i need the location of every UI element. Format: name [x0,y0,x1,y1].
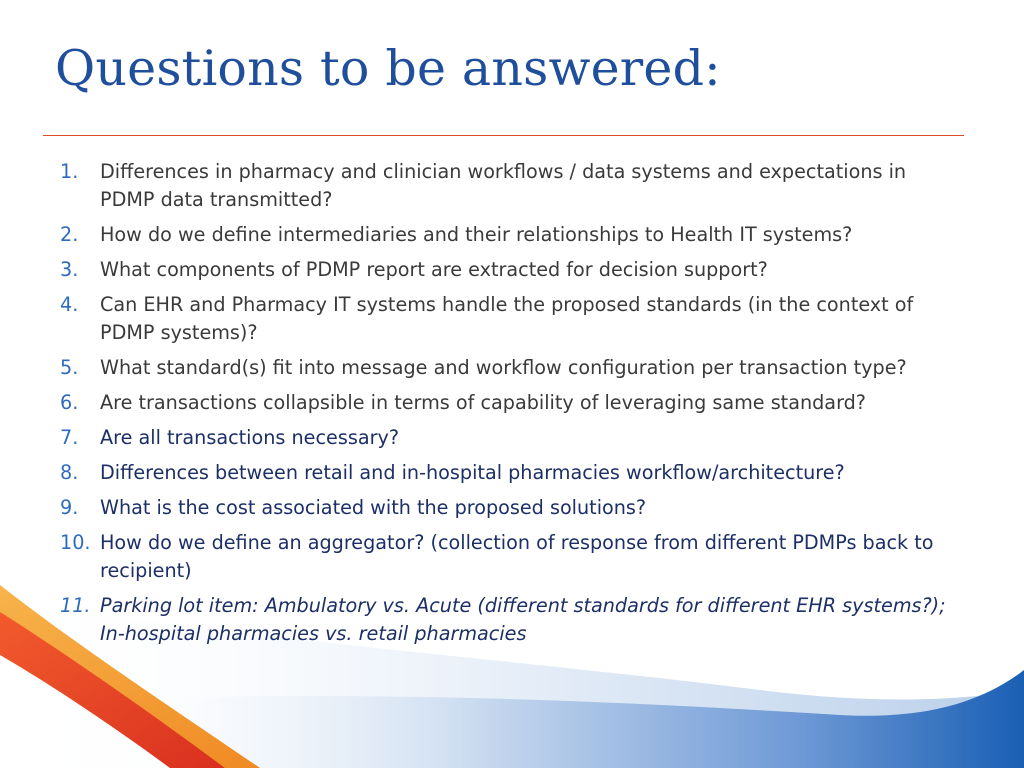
list-item [60,529,960,585]
questions-list [60,158,960,655]
list-number: 3. [60,258,79,281]
list-text: Are transactions collapsible in terms of capability of leveraging same standard? [100,391,866,414]
list-text: How do we define intermediaries and their relationships to Health IT systems? [100,223,853,246]
list-text: Parking lot item: Ambulatory vs. Acute (different standards for different EHR systems?); In-hospital pharmacies vs. retail pharmacies [100,594,946,645]
list-text: Differences in pharmacy and clinician workflows / data systems and expectations in PDMP data transmitted? [100,160,907,211]
list-text: Differences between retail and in-hospital pharmacies workflow/architecture? [100,461,845,484]
list-item [60,158,960,214]
title-divider [43,135,964,136]
list-text: Can EHR and Pharmacy IT systems handle the proposed standards (in the context of PDMP systems)? [100,293,914,344]
list-item [60,459,960,487]
list-number: 2. [60,223,79,246]
list-text: What standard(s) fit into message and workflow configuration per transaction type? [100,356,907,379]
list-item [60,354,960,382]
list-number: 5. [60,356,79,379]
list-number: 10. [60,531,91,554]
slide-title: Questions to be answered: [55,40,721,97]
list-number: 7. [60,426,79,449]
list-item [60,221,960,249]
list-item [60,291,960,347]
list-item [60,256,960,284]
list-text: Are all transactions necessary? [100,426,399,449]
list-text: How do we define an aggregator? (collection of response from different PDMPs back to recipient) [100,531,934,582]
list-text: What components of PDMP report are extracted for decision support? [100,258,768,281]
list-number: 8. [60,461,79,484]
list-number: 9. [60,496,79,519]
list-number: 1. [60,160,79,183]
list-item [60,389,960,417]
list-item [60,424,960,452]
list-item [60,494,960,522]
list-number: 6. [60,391,79,414]
list-number: 11. [60,594,91,617]
list-text: What is the cost associated with the proposed solutions? [100,496,647,519]
list-number: 4. [60,293,79,316]
list-item [60,592,960,648]
